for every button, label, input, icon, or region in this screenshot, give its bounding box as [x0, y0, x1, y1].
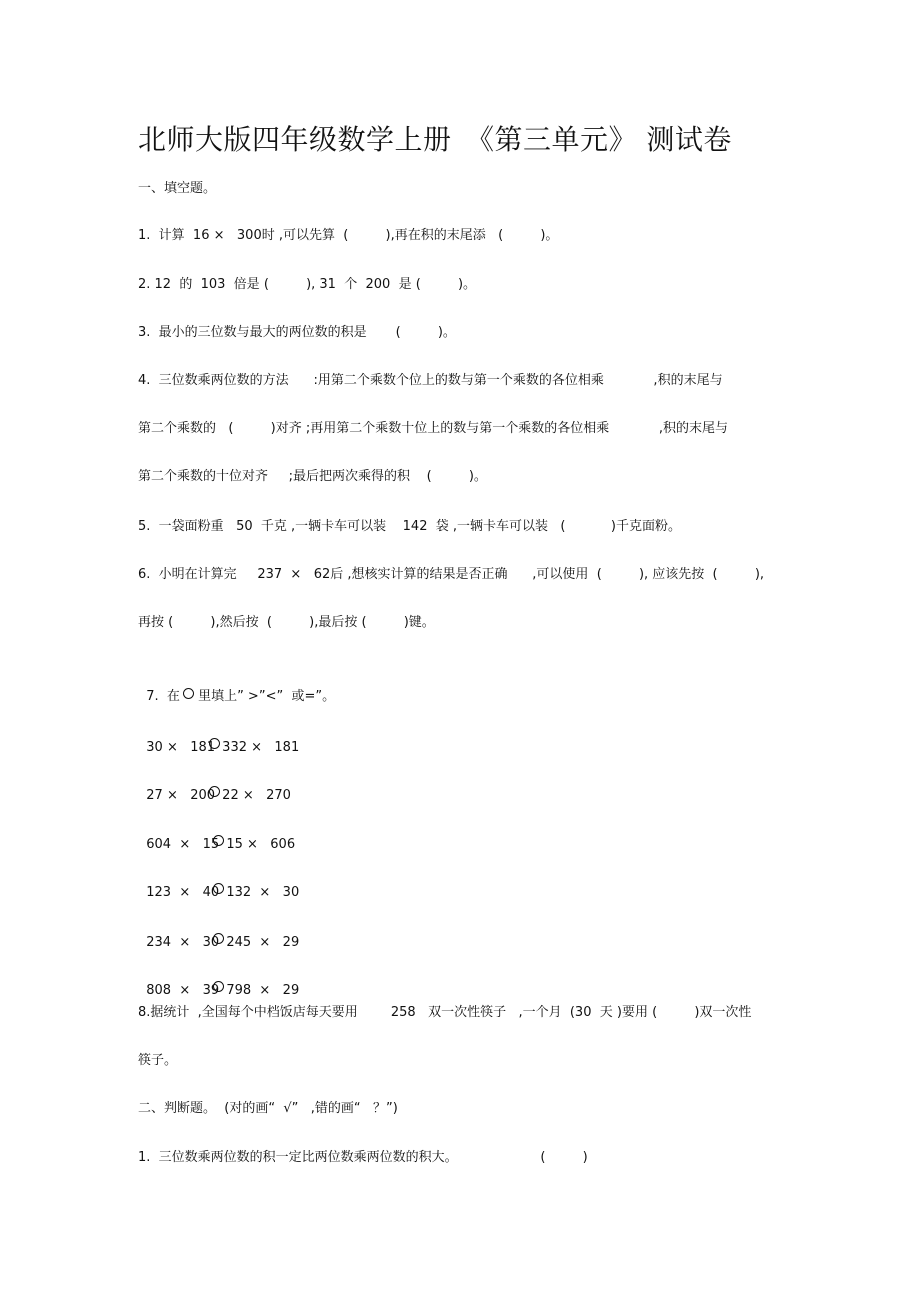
true-false-question-1: 1. 三位数乘两位数的积一定比两位数乘两位数的积大。 ( ) — [138, 1150, 588, 1165]
comparison-left: 808 × 39 — [146, 983, 220, 998]
comparison-right: 332 × 181 — [218, 740, 300, 755]
question-2: 2. 12 的 103 倍是 ( ), 31 个 200 是 ( )。 — [138, 277, 477, 292]
comparison-row — [138, 915, 299, 952]
question-1: 1. 计算 16 × 300时 ,可以先算 ( ),再在积的末尾添 ( )。 — [138, 228, 559, 243]
question-4-line-2: 第二个乘数的 ( )对齐 ;再用第二个乘数十位上的数与第一个乘数的各位相乘 ,积的末尾与 — [138, 421, 728, 436]
question-7-suffix: 里填上” >”<” 或=”。 — [193, 689, 336, 704]
page-title: 北师大版四年级数学上册 《第三单元》 测试卷 — [138, 123, 732, 156]
comparison-right: 22 × 270 — [218, 788, 291, 803]
comparison-row — [138, 963, 299, 1000]
comparison-right: 798 × 29 — [222, 983, 300, 998]
circle-icon — [183, 688, 194, 699]
comparison-row — [138, 865, 299, 902]
comparison-row — [138, 817, 295, 854]
question-4-line-3: 第二个乘数的十位对齐 ;最后把两次乘得的积 ( )。 — [138, 469, 487, 484]
comparison-row — [138, 768, 291, 805]
question-8-line-2: 筷子。 — [138, 1053, 178, 1068]
question-8-line-1: 8.据统计 ,全国每个中档饭店每天要用 258 双一次性筷子 ,一个月 (30 天 )要用 ( )双一次性 — [138, 1005, 752, 1020]
section-heading-true-false: 二、判断题。 (对的画“ √” ,错的画“ ？”) — [138, 1101, 398, 1116]
question-4-line-1: 4. 三位数乘两位数的方法 :用第二个乘数个位上的数与第一个乘数的各位相乘 ,积的末尾与 — [138, 373, 723, 388]
comparison-right: 15 × 606 — [222, 837, 296, 852]
comparison-left: 123 × 40 — [146, 885, 220, 900]
question-6-line-1: 6. 小明在计算完 237 × 62后 ,想核实计算的结果是否正确 ,可以使用 ( ), 应该先按 ( ), — [138, 567, 765, 582]
comparison-right: 245 × 29 — [222, 935, 300, 950]
comparison-left: 27 × 200 — [146, 788, 216, 803]
question-7-prefix: 7. 在 — [146, 689, 180, 704]
comparison-left: 234 × 30 — [146, 935, 220, 950]
question-5: 5. 一袋面粉重 50 千克 ,一辆卡车可以装 142 袋 ,一辆卡车可以装 ( )千克面粉。 — [138, 519, 682, 534]
section-heading-fill-blank: 一、填空题。 — [138, 181, 217, 196]
comparison-left: 30 × 181 — [146, 740, 216, 755]
question-3: 3. 最小的三位数与最大的两位数的积是 ( )。 — [138, 325, 456, 340]
question-6-line-2: 再按 ( ),然后按 ( ),最后按 ( )键。 — [138, 615, 435, 630]
question-7 — [138, 670, 335, 706]
comparison-right: 132 × 30 — [222, 885, 300, 900]
comparison-row — [138, 720, 299, 757]
comparison-left: 604 × 15 — [146, 837, 220, 852]
